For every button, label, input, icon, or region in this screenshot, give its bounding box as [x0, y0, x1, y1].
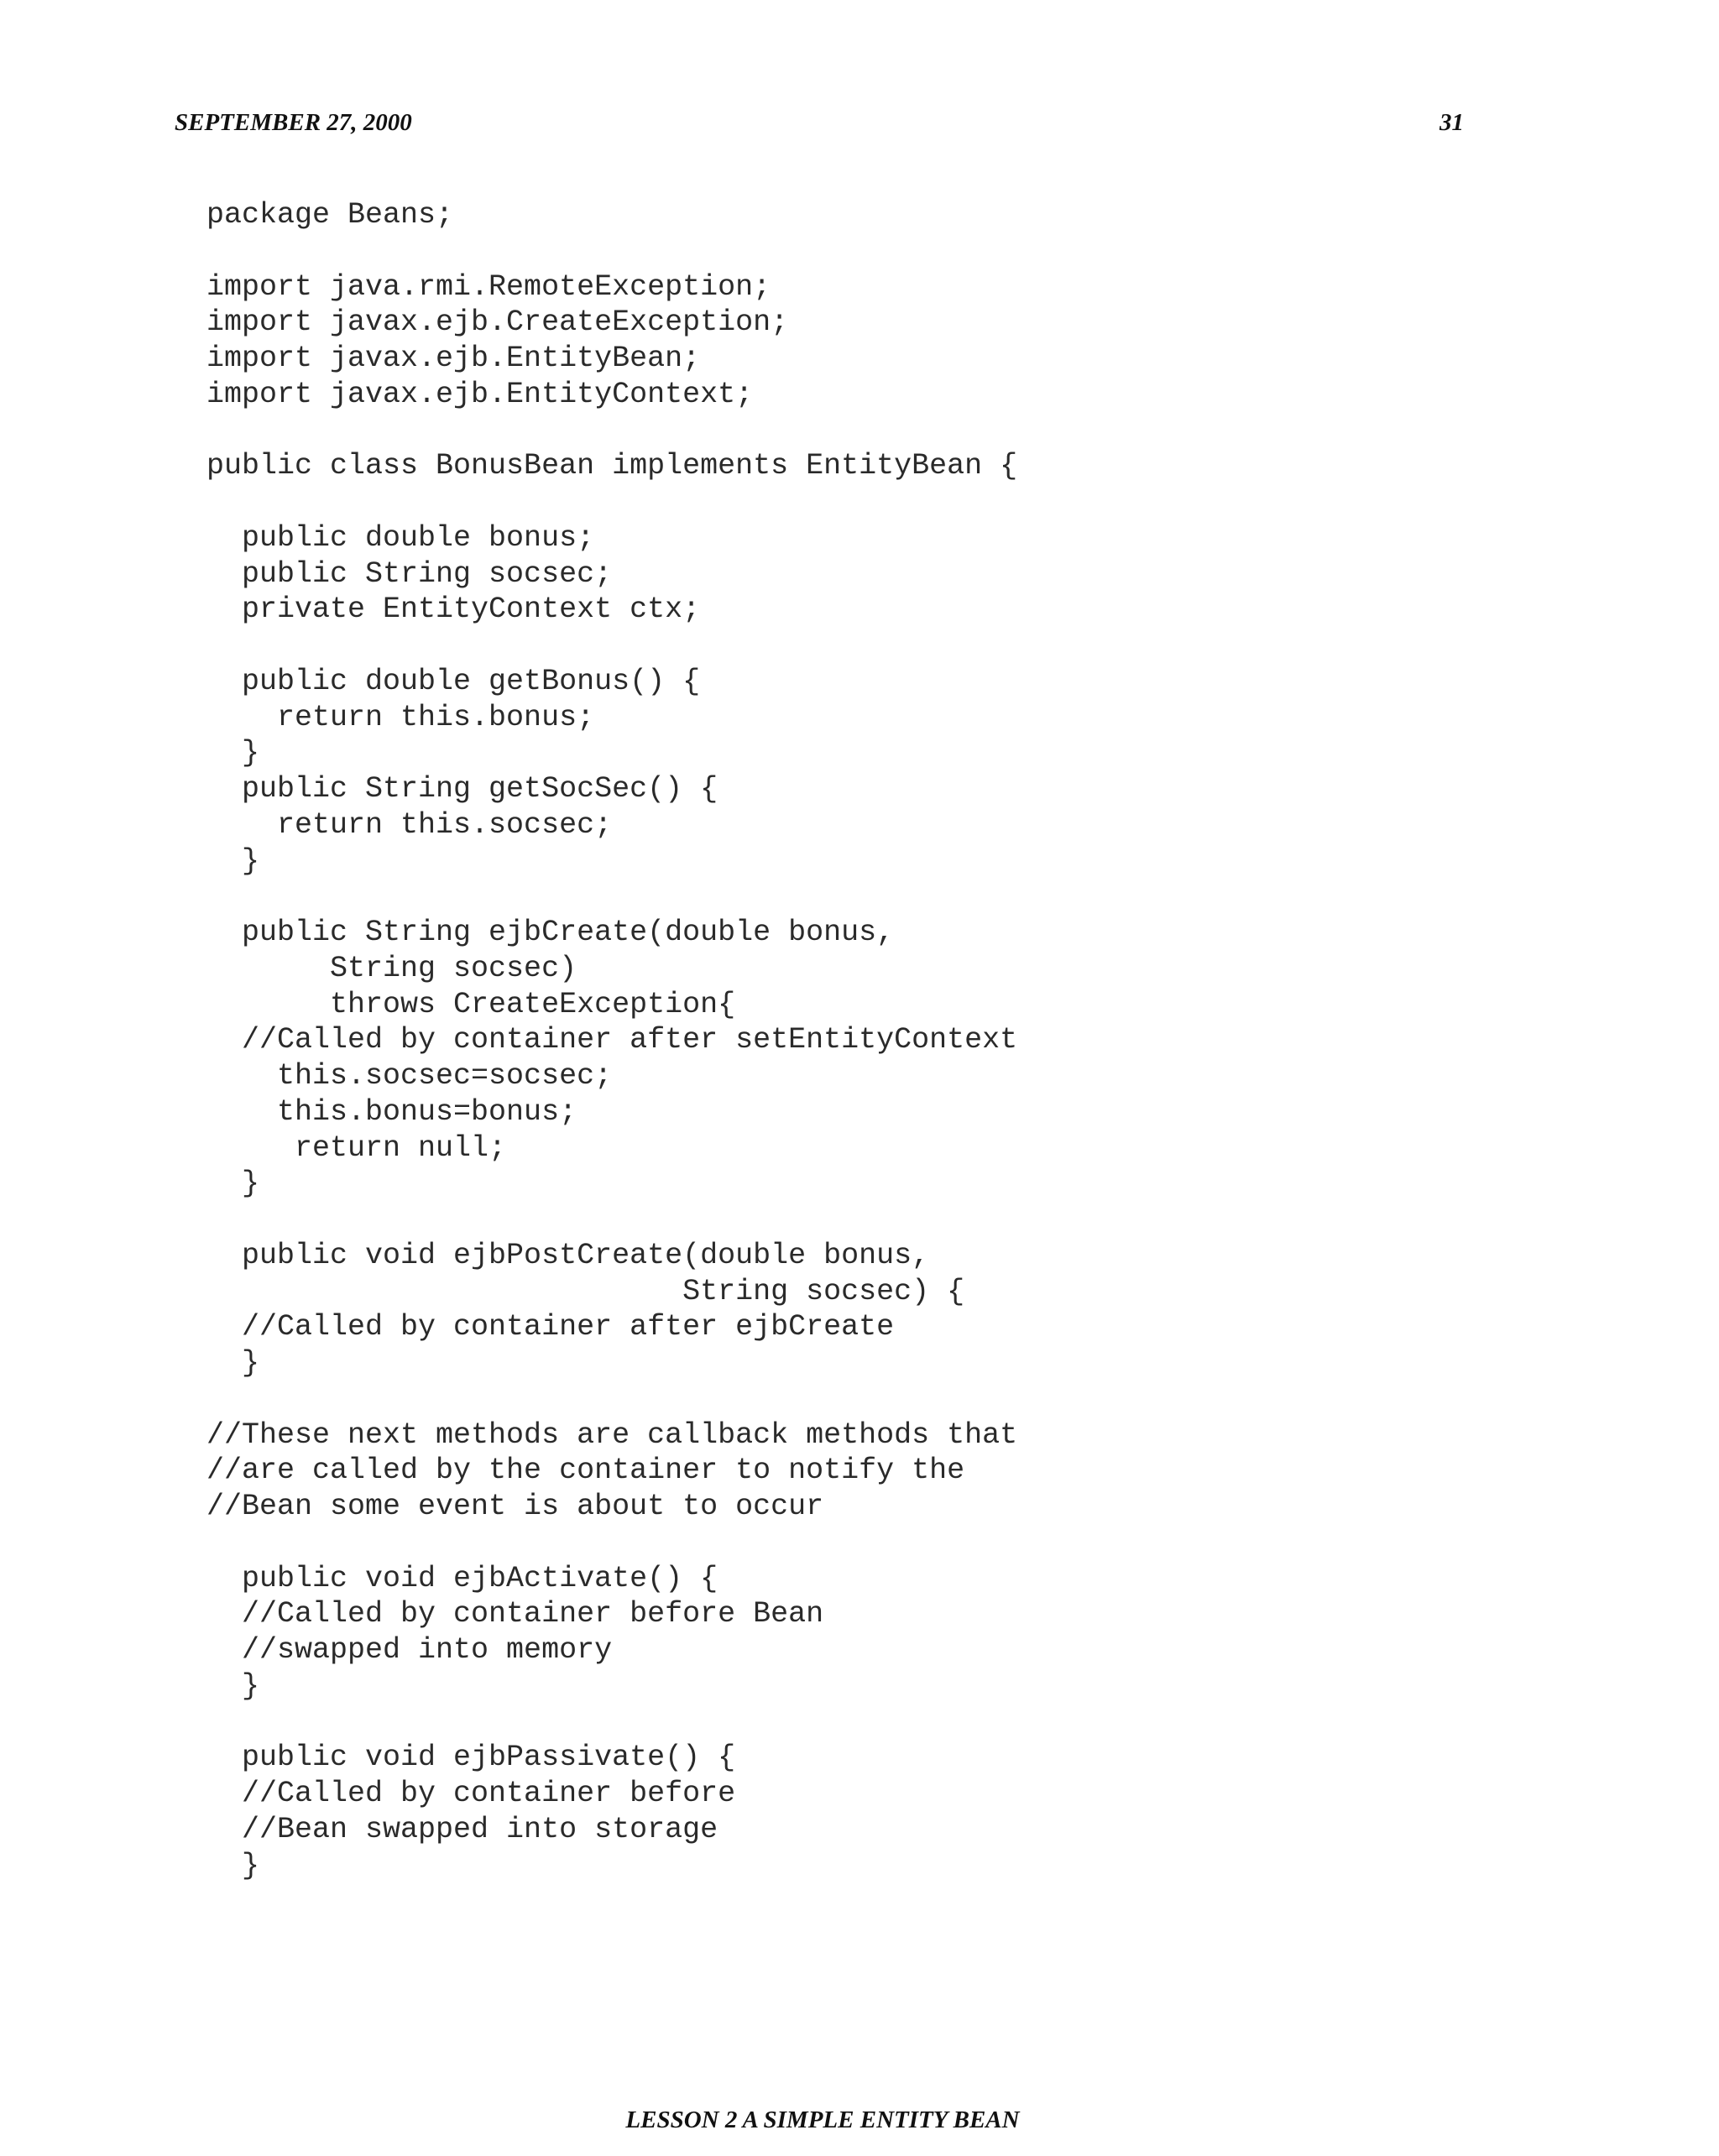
code-line: //swapped into memory	[206, 1633, 613, 1667]
code-line	[206, 484, 1017, 520]
code-line: return this.bonus;	[206, 700, 595, 734]
page-number: 31	[1439, 109, 1464, 136]
code-line: private EntityContext ctx;	[206, 593, 701, 627]
code-line	[206, 1704, 1017, 1741]
code-line: return this.socsec;	[206, 807, 613, 842]
code-line	[206, 628, 1017, 664]
code-line: public String getSocSec() {	[206, 772, 718, 806]
code-line: import java.rmi.RemoteException;	[206, 269, 771, 304]
code-listing	[206, 197, 1017, 1883]
code-line: public double getBonus() {	[206, 664, 701, 698]
code-line: public String socsec;	[206, 556, 613, 591]
code-line: public String ejbCreate(double bonus,	[206, 916, 895, 949]
code-line: public void ejbPassivate() {	[206, 1741, 736, 1775]
code-line	[206, 1381, 1017, 1417]
code-line: throws CreateException{	[206, 987, 736, 1021]
code-line	[206, 413, 1017, 449]
code-line: package Beans;	[206, 198, 454, 232]
code-line: return null;	[206, 1130, 507, 1165]
code-line: }	[206, 1167, 260, 1201]
code-line: public class BonusBean implements EntityBean {	[206, 449, 1018, 483]
code-line: public void ejbPostCreate(double bonus,	[206, 1238, 930, 1272]
code-line: this.socsec=socsec;	[206, 1059, 613, 1093]
code-line	[206, 233, 1017, 269]
code-line	[206, 1525, 1017, 1561]
code-line: }	[206, 843, 260, 878]
code-line: public double bonus;	[206, 520, 595, 555]
footer-lesson-title: LESSON 2 A SIMPLE ENTITY BEAN	[625, 2106, 1020, 2133]
code-line: import javax.ejb.EntityBean;	[206, 342, 701, 375]
code-line: //These next methods are callback methods that	[206, 1417, 1018, 1452]
code-line: }	[206, 736, 260, 770]
header-date: SEPTEMBER 27, 2000	[175, 109, 412, 136]
code-line: //Called by container before	[206, 1777, 736, 1810]
code-line: }	[206, 1346, 260, 1380]
code-line: public void ejbActivate() {	[206, 1561, 718, 1595]
code-line: String socsec)	[206, 951, 577, 985]
code-line: //Bean swapped into storage	[206, 1812, 718, 1846]
code-line: this.bonus=bonus;	[206, 1094, 577, 1129]
code-line: //Called by container after setEntityContext	[206, 1023, 1018, 1057]
code-line: String socsec) {	[206, 1274, 965, 1308]
code-line	[206, 879, 1017, 915]
code-line: }	[206, 1668, 260, 1703]
code-line: //Called by container before Bean	[206, 1597, 824, 1631]
code-line: //Called by container after ejbCreate	[206, 1310, 895, 1344]
code-line	[206, 1202, 1017, 1238]
code-line: }	[206, 1848, 260, 1882]
code-line: import javax.ejb.EntityContext;	[206, 377, 754, 411]
code-line: //are called by the container to notify the	[206, 1454, 965, 1488]
code-line: //Bean some event is about to occur	[206, 1490, 824, 1523]
code-line: import javax.ejb.CreateException;	[206, 305, 789, 340]
